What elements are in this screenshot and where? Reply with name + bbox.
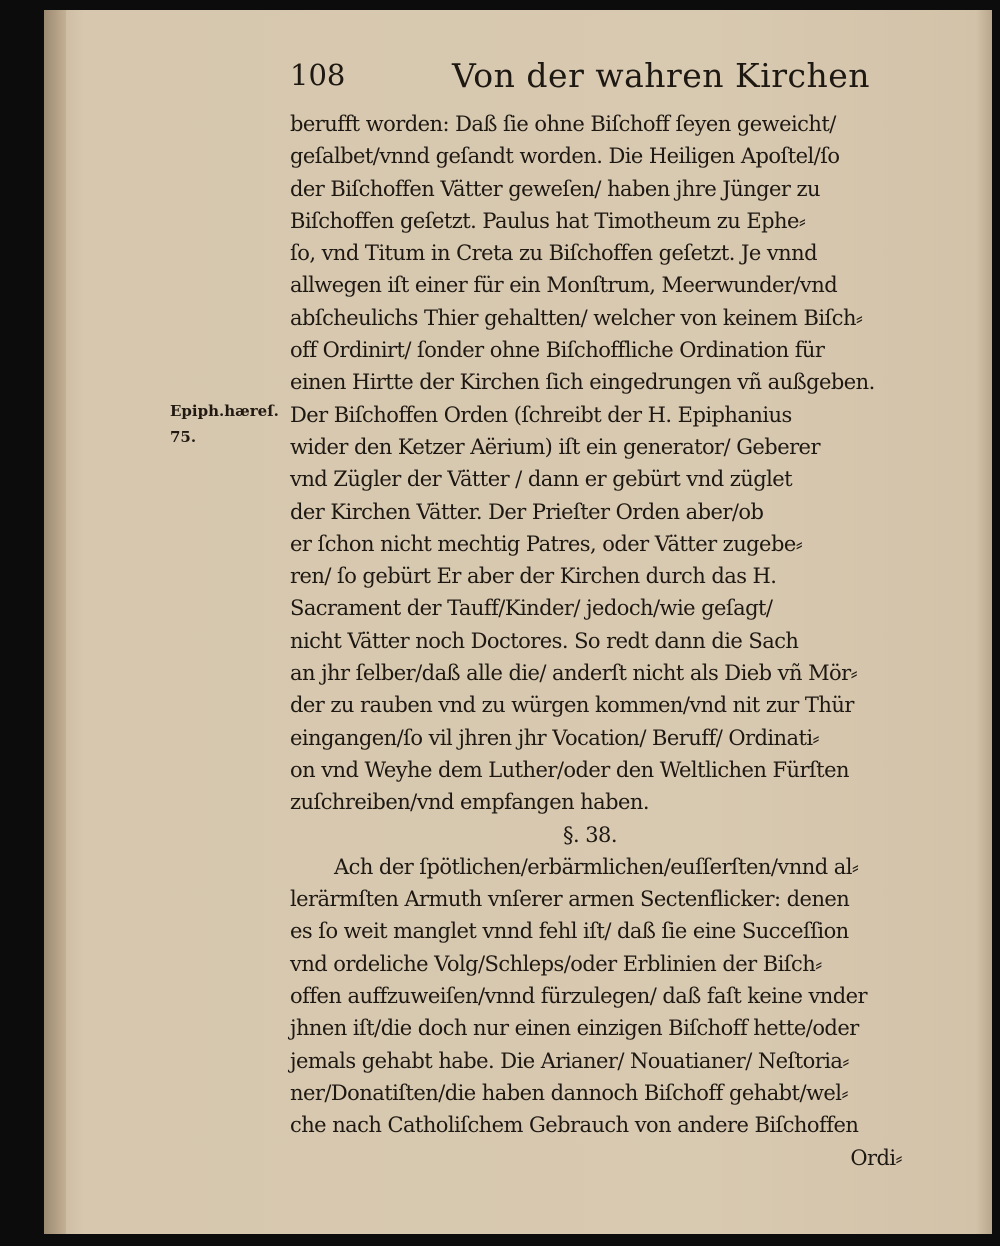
- text-line: Der Biſchoffen Orden (ſchreibt der H. Epiphanius: [290, 402, 792, 427]
- margin-note: [170, 398, 282, 450]
- page-gutter: [44, 10, 66, 1234]
- text-line: geſalbet/vnnd geſandt worden. Die Heiligen Apoſtel/ſo: [290, 144, 840, 169]
- text-line: offen auffzuweiſen/vnnd fürzulegen/ daß faſt keine vnder: [290, 984, 868, 1009]
- text-line: allwegen iſt einer für ein Monſtrum, Meerwunder/vnd: [290, 273, 838, 298]
- text-line: che nach Catholiſchem Gebrauch von andere Biſchoffen: [290, 1113, 859, 1138]
- section-heading: §. 38.: [563, 822, 617, 847]
- text-line: der Kirchen Vätter. Der Prieſter Orden aber/ob: [290, 499, 764, 524]
- text-line: er ſchon nicht mechtig Patres, oder Vätter zugebe⸗: [290, 531, 803, 556]
- text-line: ner/Donatiſten/die haben dannoch Biſchoff gehabt/wel⸗: [290, 1080, 848, 1105]
- running-title: Von der wahren Kirchen: [452, 56, 871, 95]
- text-line: Ach der ſpötlichen/erbärmlichen/euſſerſten/vnnd al⸗: [334, 854, 859, 879]
- text-line: wider den Ketzer Aërium) iſt ein generator/ Geberer: [290, 434, 820, 459]
- text-line: on vnd Weyhe dem Luther/oder den Weltlichen Fürſten: [290, 757, 849, 782]
- text-line: vnd ordeliche Volg/Schleps/oder Erblinien der Biſch⸗: [290, 951, 822, 976]
- page-header: [290, 52, 910, 100]
- catchword: Ordi⸗: [850, 1145, 902, 1170]
- text-line: der Biſchoffen Vätter geweſen/ haben jhre Jünger zu: [290, 176, 821, 201]
- page-number: 108: [290, 58, 346, 92]
- text-line: einen Hirtte der Kirchen ſich eingedrungen vñ außgeben.: [290, 370, 875, 395]
- text-line: vnd Zügler der Vätter / dann er gebürt vnd züglet: [290, 467, 793, 492]
- text-line: abſcheulichs Thier gehaltten/ welcher von keinem Biſch⸗: [290, 305, 863, 330]
- text-line: ſo, vnd Titum in Creta zu Biſchoffen geſetzt. Je vnnd: [290, 241, 818, 266]
- text-line: berufft worden: Daß ſie ohne Biſchoff ſeyen geweicht/: [290, 112, 836, 136]
- text-line: nicht Vätter noch Doctores. So redt dann die Sach: [290, 628, 799, 653]
- text-line: eingangen/ſo vil jhren jhr Vocation/ Beruff/ Ordinati⸗: [290, 725, 820, 750]
- text-line: jhnen iſt/die doch nur einen einzigen Biſchoff hette/oder: [290, 1016, 859, 1041]
- text-line: zuſchreiben/vnd empfangen haben.: [290, 790, 649, 815]
- text-line: ren/ ſo gebürt Er aber der Kirchen durch das H.: [290, 564, 777, 589]
- text-line: off Ordinirt/ ſonder ohne Biſchoffliche Ordination für: [290, 338, 825, 363]
- margin-note-line: Epiph.hæreſ.: [170, 402, 279, 420]
- text-line: an jhr ſelber/daß alle die/ anderſt nicht als Dieb vñ Mör⸗: [290, 661, 858, 686]
- text-line: Sacrament der Tauff/Kinder/ jedoch/wie geſagt/: [290, 596, 773, 621]
- text-line: lerärmſten Armuth vnſerer armen Sectenflicker: denen: [290, 887, 850, 912]
- text-line: es ſo weit manglet vnnd fehl iſt/ daß ſie eine Succeſſion: [290, 919, 849, 944]
- margin-note-line: 75.: [170, 428, 197, 446]
- body-text: [290, 108, 910, 1174]
- text-line: der zu rauben vnd zu würgen kommen/vnd nit zur Thür: [290, 693, 854, 718]
- text-line: jemals gehabt habe. Die Arianer/ Nouatianer/ Neſtoria⸗: [290, 1048, 849, 1073]
- text-line: Biſchoffen geſetzt. Paulus hat Timotheum zu Ephe⸗: [290, 208, 806, 233]
- page-edge: [976, 10, 992, 1234]
